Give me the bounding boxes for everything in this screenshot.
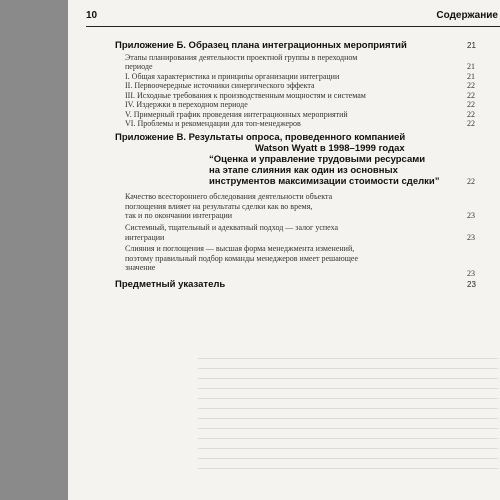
toc-entry-page: 22	[467, 119, 475, 128]
toc-entry: I. Общая характеристика и принципы организации интеграции	[125, 71, 340, 81]
section-title: Содержание	[436, 10, 498, 21]
toc-entry: IV. Издержки в переходном периоде	[125, 100, 248, 109]
appendix-b-page: 21	[467, 41, 476, 50]
toc-entry-page: 22	[467, 100, 475, 109]
bleed-through-text	[198, 355, 498, 475]
toc-entry: поэтому правильный подбор команды менеджеров имеет решающее	[125, 253, 358, 263]
toc-entry: II. Первоочередные источники синергического эффекта	[125, 81, 315, 90]
toc-entry: III. Исходные требования к производственным мощностям и системам	[125, 90, 366, 100]
toc-entry-page: 21	[467, 71, 475, 81]
toc-entry-page: 21	[467, 62, 475, 71]
appendix-c-subtitle: Watson Wyatt в 1998–1999 годах	[255, 143, 405, 154]
appendix-c-subtitle: на этапе слияния как один из основных	[209, 165, 398, 176]
appendix-c-subtitle: “Оценка и управление трудовыми ресурсами	[209, 154, 426, 165]
toc-entry-page: 23	[467, 232, 475, 242]
appendix-b-heading	[115, 40, 476, 51]
toc-entry-page: 22	[467, 90, 475, 100]
toc-entry: Слияния и поглощения — высшая форма менеджмента изменений,	[125, 244, 355, 253]
appendix-c-heading	[115, 132, 405, 143]
book-page	[68, 0, 500, 500]
page-number: 10	[86, 10, 98, 21]
running-header	[86, 10, 500, 27]
toc-entry-page: 23	[467, 211, 475, 220]
index-heading	[115, 279, 476, 290]
toc-entry: значение	[125, 263, 156, 272]
toc-entry-page: 22	[467, 109, 475, 119]
toc-entry: поглощения влияет на результаты сделки как во время,	[125, 201, 313, 211]
toc-entry: Этапы планирования деятельности проектной группы в переходном	[125, 53, 358, 62]
toc-entry: так и по окончании интеграции	[125, 211, 233, 220]
toc-entry-page: 23	[467, 269, 475, 278]
index-page: 23	[467, 280, 476, 289]
toc-entry: VI. Проблемы и рекомендации для топ-менеджеров	[125, 119, 301, 128]
toc-entry: периоде	[125, 62, 153, 71]
toc-entry: Качество всестороннего обследования деятельности объекта	[125, 192, 333, 201]
toc-entry: интеграции	[125, 232, 165, 242]
toc-entry: Системный, тщательный и адекватный подход — залог успеха	[125, 223, 339, 232]
appendix-c-title: Приложение В. Результаты опроса, проведенного компанией	[115, 132, 406, 143]
appendix-c-subtitle: инструментов максимизации стоимости сделки”	[209, 176, 440, 187]
toc-entry: V. Примерный график проведения интеграционных мероприятий	[125, 109, 348, 119]
index-title: Предметный указатель	[115, 279, 226, 290]
appendix-c-page: 22	[467, 177, 475, 186]
toc-entry-page: 22	[467, 81, 475, 90]
appendix-b-title: Приложение Б. Образец плана интеграционных мероприятий	[115, 40, 407, 51]
